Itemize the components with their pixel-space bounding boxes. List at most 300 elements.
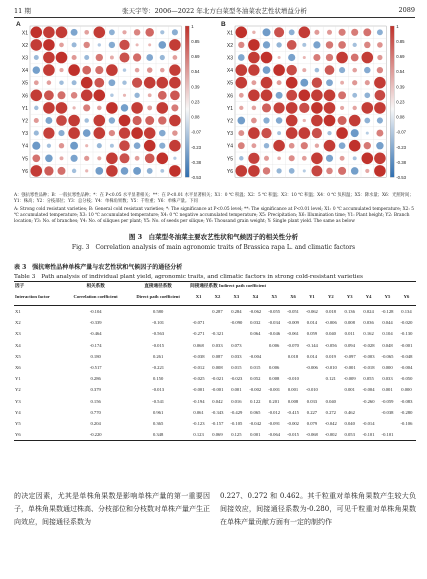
correlation-dot	[43, 52, 55, 64]
table-cell: -0.001	[211, 387, 224, 393]
table-cell: 0.014	[306, 353, 318, 359]
correlation-dot	[364, 92, 370, 98]
correlation-dot	[133, 116, 142, 125]
figure-caption-cn: 图 3 白菜型冬油菜主要农艺性状和气候因子的相关性分析	[128, 233, 299, 241]
table-cell: -0.280	[400, 409, 413, 415]
table-cell: -0.106	[400, 420, 413, 426]
correlation-dot	[349, 140, 361, 152]
correlation-dot	[169, 64, 180, 75]
correlation-dot	[85, 144, 88, 147]
correlation-dot	[119, 140, 130, 151]
row-label: X4	[226, 68, 233, 75]
table-cell: -0.101	[152, 320, 165, 326]
correlation-dot	[248, 52, 260, 64]
row-factor: X1	[15, 309, 21, 315]
correlation-dot	[131, 127, 143, 139]
correlation-dot	[56, 52, 68, 64]
correlation-dot	[119, 52, 129, 62]
colorbar-tick: 1	[396, 23, 399, 29]
correlation-dot	[340, 81, 344, 85]
colorbar-tick: -0.07	[191, 129, 201, 135]
row-factor: Y6	[15, 432, 21, 438]
correlation-dot	[121, 104, 128, 111]
correlation-dot	[81, 90, 93, 102]
row-factor: X2	[15, 320, 21, 326]
correlation-dot	[352, 80, 357, 85]
correlation-dot	[327, 30, 332, 35]
table-cell	[208, 317, 227, 328]
column-header: Y6	[403, 294, 410, 300]
correlation-dot	[311, 153, 323, 165]
row-factor: X3	[15, 331, 21, 337]
correlation-dot	[277, 131, 281, 135]
table-cell: 0.033	[212, 342, 223, 348]
correlation-dot	[172, 130, 177, 135]
correlation-dot	[144, 77, 156, 89]
correlation-dot	[59, 80, 63, 84]
correlation-dot	[277, 80, 282, 85]
correlation-dot	[273, 64, 285, 76]
table-cell: 0.261	[152, 353, 164, 359]
table-cell: -0.260	[362, 398, 375, 404]
correlation-dot	[237, 117, 245, 125]
table-cell: 0.001	[250, 432, 261, 438]
correlation-dot	[339, 29, 346, 36]
correlation-dot	[83, 129, 91, 137]
table-cell	[284, 362, 303, 373]
table-cell: 0.001	[382, 387, 393, 393]
table-cell: 0.024	[363, 309, 374, 315]
correlation-dot	[324, 102, 336, 114]
table-row	[14, 328, 416, 339]
table-cell: 0.040	[325, 398, 336, 404]
table-cell: -0.070	[287, 342, 299, 348]
table-row	[14, 362, 416, 373]
correlation-dot	[362, 153, 374, 165]
row-factor: X6	[15, 365, 21, 371]
correlation-dot	[364, 42, 370, 48]
correlation-dot	[32, 142, 40, 150]
table-cell: 0.019	[325, 353, 336, 359]
table-cell: -0.059	[381, 398, 394, 404]
row-factor: Y2	[15, 387, 21, 393]
table-cell: -0.174	[89, 342, 102, 348]
correlation-dot	[147, 67, 153, 73]
table-cell: 0.180	[90, 353, 101, 359]
table-cell: -0.055	[268, 309, 281, 315]
correlation-dot	[122, 30, 126, 34]
group-header-factor: 因子	[15, 282, 25, 288]
table-cell: 0.079	[306, 420, 318, 426]
correlation-dot	[31, 27, 43, 39]
correlation-dot	[119, 127, 130, 138]
table-cell: 0.048	[382, 342, 393, 348]
correlation-dot	[263, 41, 270, 48]
correlation-dot	[33, 66, 40, 73]
correlation-dot	[314, 30, 319, 35]
correlation-dot	[263, 117, 269, 123]
correlation-dot	[338, 91, 346, 99]
correlation-dot	[286, 127, 298, 139]
correlation-dot	[44, 90, 54, 100]
correlation-dot	[289, 29, 295, 35]
correlation-dot	[68, 64, 80, 76]
correlation-dot	[353, 43, 357, 47]
correlation-dot	[34, 106, 38, 110]
colorbar-tick: 0.39	[191, 84, 200, 90]
table-cell: -0.042	[249, 420, 262, 426]
row-label: X3	[21, 55, 28, 62]
correlation-dot	[122, 81, 126, 85]
correlation-dot	[157, 102, 169, 114]
colorbar	[185, 26, 189, 177]
correlation-dot	[276, 117, 283, 124]
colorbar-tick: 0.54	[396, 69, 405, 75]
table-cell: -0.001	[400, 342, 413, 348]
correlation-dot	[44, 166, 53, 175]
column-header: Direct path coefficient	[136, 294, 180, 300]
correlation-matrix-b	[219, 22, 413, 190]
correlation-dot	[72, 42, 77, 47]
correlation-dot	[352, 68, 357, 73]
correlation-dot	[362, 52, 374, 64]
correlation-dot	[157, 153, 169, 165]
table-cell: -0.010	[287, 376, 299, 382]
correlation-dot	[135, 156, 140, 161]
table-cell: 0.008	[344, 320, 355, 326]
table-cell: 0.065	[250, 409, 261, 415]
table-cell: 0.122	[250, 398, 261, 404]
table-cell: -0.048	[400, 353, 413, 359]
correlation-dot	[158, 116, 166, 124]
correlation-dot	[43, 127, 54, 138]
table-cell: -0.104	[89, 309, 102, 315]
correlation-dot	[45, 155, 53, 163]
correlation-dot	[109, 42, 115, 48]
correlation-dot	[84, 156, 89, 161]
correlation-dot	[94, 115, 106, 127]
column-header: X6	[290, 294, 296, 300]
correlation-dot	[98, 43, 101, 46]
table-cell: 0.069	[212, 432, 223, 438]
correlation-dot	[59, 43, 64, 48]
correlation-dot	[248, 153, 259, 164]
correlation-dot	[339, 67, 345, 73]
table-cell: 0.014	[306, 320, 318, 326]
correlation-dot	[286, 65, 296, 75]
correlation-dot	[34, 131, 39, 136]
correlation-dot	[353, 106, 357, 110]
row-factor: Y5	[15, 420, 21, 426]
table-cell	[302, 373, 321, 384]
table-cell: 0.287	[212, 309, 223, 315]
row-label: Y6	[226, 168, 233, 175]
table-cell: 0.061	[193, 409, 204, 415]
table-cell: -0.157	[211, 420, 224, 426]
correlation-dot	[238, 142, 245, 149]
column-header: X3	[233, 294, 240, 300]
correlation-dot	[252, 106, 257, 111]
correlation-dot	[160, 68, 165, 73]
correlation-dot	[123, 94, 126, 97]
table-cell: -0.004	[249, 353, 262, 359]
correlation-dot	[273, 140, 285, 152]
correlation-dot	[158, 91, 167, 100]
correlation-dot	[94, 90, 106, 102]
correlation-dot	[59, 143, 64, 148]
table-cell: -0.065	[381, 353, 394, 359]
group-header-correlation: 相关系数	[86, 282, 105, 288]
correlation-dot	[110, 56, 114, 60]
correlation-dot	[374, 102, 386, 114]
correlation-dot	[96, 54, 103, 61]
table-cell: -0.068	[305, 432, 318, 438]
correlation-dot	[110, 94, 113, 97]
column-header: X5	[271, 294, 277, 300]
column-header: X4	[252, 294, 259, 300]
correlation-dot	[95, 66, 103, 74]
correlation-dot	[261, 52, 273, 64]
correlation-dot	[146, 54, 153, 61]
correlation-dot	[134, 93, 139, 98]
row-label: X6	[226, 93, 233, 100]
table-cell: 0.001	[344, 387, 355, 393]
correlation-dot	[327, 131, 331, 135]
table-cell: -0.051	[287, 309, 299, 315]
table-cell: 0.348	[152, 432, 164, 438]
correlation-dot	[56, 115, 67, 126]
correlation-dot	[261, 77, 273, 89]
table-cell: -0.034	[268, 320, 281, 326]
correlation-dot	[377, 55, 382, 60]
colorbar-tick: -0.23	[191, 144, 201, 150]
correlation-dot	[311, 165, 322, 176]
table-cell: 0.033	[306, 398, 318, 404]
correlation-dot	[106, 153, 118, 165]
column-header: Interaction factor	[15, 294, 50, 300]
correlation-dot	[312, 78, 322, 88]
correlation-dot	[300, 79, 308, 87]
correlation-dot	[56, 102, 68, 114]
correlation-dot	[109, 130, 115, 136]
correlation-dot	[376, 142, 383, 149]
row-label: Y4	[226, 143, 233, 150]
correlation-dot	[248, 127, 260, 139]
table-cell: 0.123	[193, 432, 204, 438]
correlation-dot	[43, 102, 55, 114]
table-cell: -0.021	[211, 376, 224, 382]
correlation-dot	[251, 143, 256, 148]
correlation-dot	[326, 79, 333, 86]
correlation-dot	[349, 115, 361, 127]
table-caption-cn: 表 3 强抗寒性品种单株产量与农艺性状和气候因子的通径分析	[14, 264, 183, 271]
correlation-dot	[336, 127, 348, 139]
table-cell: 0.156	[90, 398, 101, 404]
table-cell	[340, 396, 359, 407]
body-text-right: 0.227、0.272 和 0.462。其千粒重对单株角果数产生较大负间接效应，间接通径系数为-0.280，可见千粒重对单株角果数在单株产量贡献方面有一定的制约作	[220, 492, 416, 527]
column-header: Y2	[328, 294, 334, 300]
table-cell: 0.011	[344, 331, 355, 337]
figure-note-cn: A：强抗寒性品种；B：一般抗寒性品种；*：在 P<0.05 水平显著相关；**：在 P<0.01 水平显著相关；X1：0 ℃ 积温；X2：5 ℃ 积温；X3：10 ℃ 积温；X4：0 ℃ 负积温；X5：降水量；X6：光照时间；Y1：株高；Y2：分枝部位；Y3：总分枝；Y4：单株角果数；Y5：千粒重；Y6：单株产量。下同	[14, 193, 414, 204]
table-cell: 0.000	[382, 365, 393, 371]
colorbar-tick: -0.07	[396, 129, 406, 135]
colorbar-tick: 0.69	[396, 54, 405, 60]
table-cell: -0.001	[268, 387, 281, 393]
table-row	[14, 317, 416, 328]
correlation-dot	[123, 68, 126, 71]
correlation-dot	[239, 156, 244, 161]
table-cell	[227, 328, 246, 339]
table-cell: -0.004	[362, 387, 375, 393]
table-cell: -0.002	[324, 432, 337, 438]
correlation-dot	[299, 90, 311, 102]
correlation-dot	[170, 90, 180, 100]
table-cell: -0.001	[343, 365, 356, 371]
correlation-dot	[58, 91, 66, 99]
table-cell: 0.053	[344, 432, 355, 438]
table-row	[14, 407, 416, 418]
correlation-dot	[340, 106, 344, 110]
table-cell: 0.008	[268, 376, 280, 382]
correlation-dot	[315, 144, 319, 148]
panel-b-label: B	[221, 21, 226, 28]
row-label: X6	[21, 93, 28, 100]
table-cell: -0.010	[324, 365, 337, 371]
correlation-dot	[135, 68, 140, 73]
correlation-dot	[144, 127, 155, 138]
correlation-dot	[31, 165, 43, 177]
table-cell: 0.001	[287, 387, 299, 393]
correlation-dot	[94, 127, 106, 139]
table-cell: 0.462	[344, 409, 355, 415]
correlation-dot	[276, 92, 283, 99]
correlation-dot	[263, 28, 271, 36]
correlation-dot	[47, 144, 51, 148]
correlation-dot	[364, 67, 370, 73]
correlation-dot	[148, 43, 151, 46]
correlation-dot	[84, 30, 89, 35]
correlation-dot	[172, 29, 178, 35]
correlation-dot	[374, 165, 386, 177]
table-cell: 0.015	[231, 365, 242, 371]
correlation-dot	[169, 39, 181, 51]
correlation-panel-b	[219, 22, 413, 190]
table-cell: -0.001	[192, 387, 205, 393]
correlation-dot	[326, 155, 333, 162]
correlation-dot	[351, 167, 359, 175]
correlation-dot	[351, 29, 358, 36]
table-cell: 0.094	[344, 342, 355, 348]
table-cell: -0.015	[287, 432, 299, 438]
correlation-dot	[158, 41, 166, 49]
correlation-dot	[364, 142, 371, 149]
correlation-dot	[287, 40, 297, 50]
correlation-dot	[238, 42, 244, 48]
table-cell: -0.064	[268, 432, 281, 438]
correlation-dot	[263, 167, 270, 174]
correlation-dot	[236, 64, 248, 76]
correlation-dot	[160, 30, 164, 34]
correlation-dot	[303, 169, 306, 172]
colorbar-tick: 0.39	[396, 84, 405, 90]
row-label: X4	[21, 68, 28, 75]
table-cell: -0.464	[89, 331, 102, 337]
correlation-dot	[94, 27, 106, 39]
row-label: X5	[21, 80, 28, 87]
correlation-dot	[286, 77, 298, 89]
correlation-dot	[364, 118, 370, 124]
correlation-dot	[324, 115, 336, 127]
table-cell: -0.038	[381, 409, 394, 415]
column-header: Y5	[384, 294, 391, 300]
table-cell: -0.046	[268, 331, 281, 337]
correlation-dot	[72, 80, 77, 85]
colorbar-tick: -0.53	[191, 175, 201, 180]
colorbar-tick: 0.85	[191, 38, 200, 44]
table-cell: 0.227	[306, 409, 318, 415]
table-cell: -0.517	[89, 365, 102, 371]
table-row	[14, 373, 416, 384]
correlation-dot	[311, 90, 323, 102]
table-cell: -0.009	[287, 320, 299, 326]
correlation-dot	[147, 168, 153, 174]
correlation-dot	[313, 41, 320, 48]
table-cell: -0.090	[230, 320, 243, 326]
correlation-dot	[31, 39, 43, 51]
correlation-dot	[72, 55, 77, 60]
table-cell: 0.015	[250, 365, 261, 371]
colorbar-tick: 0.08	[396, 114, 405, 120]
table-cell: 0.073	[231, 342, 242, 348]
correlation-dot	[134, 142, 141, 149]
row-label: Y3	[226, 131, 233, 138]
correlation-dot	[264, 143, 269, 148]
correlation-dot	[289, 155, 295, 161]
table-cell: -0.123	[192, 420, 205, 426]
correlation-dot	[238, 130, 244, 136]
correlation-dot	[278, 56, 281, 59]
table-cell: -0.083	[400, 398, 413, 404]
table-cell: 0.055	[363, 376, 374, 382]
correlation-dot	[106, 165, 118, 177]
group-header-direct: 直接通径系数	[144, 282, 172, 288]
correlation-dot	[169, 77, 181, 89]
correlation-dot	[58, 130, 64, 136]
row-label: X1	[21, 30, 28, 37]
table-cell: -0.015	[152, 342, 165, 348]
correlation-dot	[236, 165, 248, 177]
table-cell	[321, 384, 340, 395]
correlation-dot	[70, 142, 78, 150]
table-cell: 0.006	[268, 365, 280, 371]
correlation-dot	[83, 42, 89, 48]
correlation-dot	[311, 115, 323, 127]
table-cell: -0.010	[305, 387, 318, 393]
table-cell: -0.271	[192, 331, 205, 337]
table-cell: -0.415	[287, 409, 299, 415]
correlation-dot	[144, 140, 156, 152]
correlation-dot	[97, 106, 102, 111]
table-cell: 0.001	[231, 387, 242, 393]
table-cell: -0.056	[324, 342, 337, 348]
table-cell: -0.105	[230, 420, 243, 426]
correlation-dot	[251, 118, 257, 124]
column-header: Y4	[365, 294, 372, 300]
correlation-dot	[145, 28, 154, 37]
table-cell: 0.068	[193, 342, 204, 348]
correlation-dot	[311, 102, 323, 114]
table-cell: 0.033	[231, 353, 242, 359]
